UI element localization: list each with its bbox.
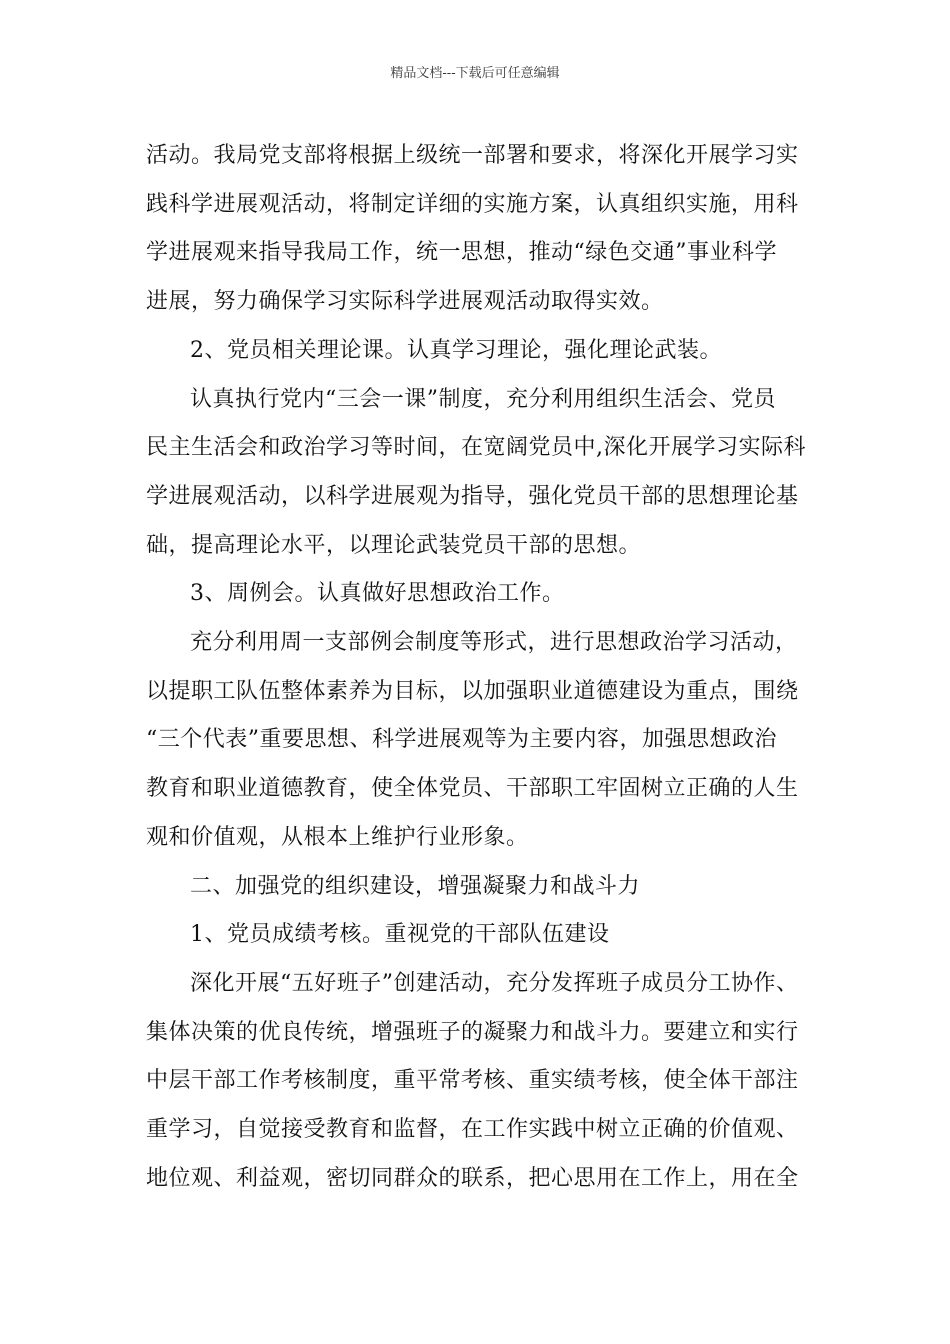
text-line: 活动。我局党支部将根据上级统一部署和要求，将深化开展学习实 bbox=[146, 143, 799, 168]
section-heading-organization bbox=[146, 863, 818, 912]
text-line: 充分利用周一支部例会制度等形式，进行思想政治学习活动， bbox=[190, 630, 798, 656]
text-line: 践科学进展观活动，将制定详细的实施方案，认真组织实施，用科 bbox=[146, 191, 799, 217]
section-heading-weekly-meeting bbox=[146, 570, 818, 619]
text-line: 教育和职业道德教育，使全体党员、干部职工牢固树立正确的人生 bbox=[146, 776, 799, 802]
text-line: “三个代表”重要思想、科学进展观等为主要内容，加强思想政治 bbox=[146, 727, 777, 753]
text-line: 学进展观活动，以科学进展观为指导，强化党员干部的思想理论基 bbox=[146, 483, 799, 509]
document-body bbox=[146, 132, 818, 1203]
paragraph-three-meetings bbox=[146, 376, 818, 571]
text-line: 二、加强党的组织建设，增强凝聚力和战斗力 bbox=[190, 873, 641, 899]
text-line: 以提职工队伍整体素养为目标，以加强职业道德建设为重点，围绕 bbox=[146, 678, 799, 704]
text-line: 民主生活会和政治学习等时间，在宽阔党员中,深化开展学习实际科 bbox=[146, 435, 806, 461]
section-heading-assessment bbox=[146, 911, 818, 960]
text-line: 1、党员成绩考核。重视党的干部队伍建设 bbox=[190, 922, 610, 948]
paragraph-activity-continuation bbox=[146, 132, 818, 327]
paragraph-five-good-team bbox=[146, 960, 818, 1204]
text-line: 深化开展“五好班子”创建活动，充分发挥班子成员分工协作、 bbox=[190, 970, 799, 996]
section-heading-theory-class bbox=[146, 327, 818, 376]
text-line: 认真执行党内“三会一课”制度，充分利用组织生活会、党员 bbox=[190, 386, 776, 412]
text-line: 学进展观来指导我局工作，统一思想，推动“绿色交通”事业科学 bbox=[146, 240, 777, 266]
text-line: 2、党员相关理论课。认真学习理论，强化理论武装。 bbox=[190, 337, 722, 363]
text-line: 观和价值观，从根本上维护行业形象。 bbox=[146, 824, 529, 850]
text-line: 重学习，自觉接受教育和监督，在工作实践中树立正确的价值观、 bbox=[146, 1117, 799, 1143]
paragraph-weekly-meeting bbox=[146, 619, 818, 863]
text-line: 集体决策的优良传统，增强班子的凝聚力和战斗力。要建立和实行 bbox=[146, 1019, 799, 1045]
text-line: 地位观、利益观，密切同群众的联系，把心思用在工作上，用在全 bbox=[146, 1165, 799, 1191]
text-line: 3、周例会。认真做好思想政治工作。 bbox=[190, 581, 565, 607]
text-line: 中层干部工作考核制度，重平常考核、重实绩考核，使全体干部注 bbox=[146, 1068, 799, 1094]
text-line: 础，提高理论水平，以理论武装党员干部的思想。 bbox=[146, 532, 642, 558]
page-header: 精品文档---下载后可任意编辑 bbox=[390, 66, 560, 81]
text-line: 进展，努力确保学习实际科学进展观活动取得实效。 bbox=[146, 289, 664, 315]
